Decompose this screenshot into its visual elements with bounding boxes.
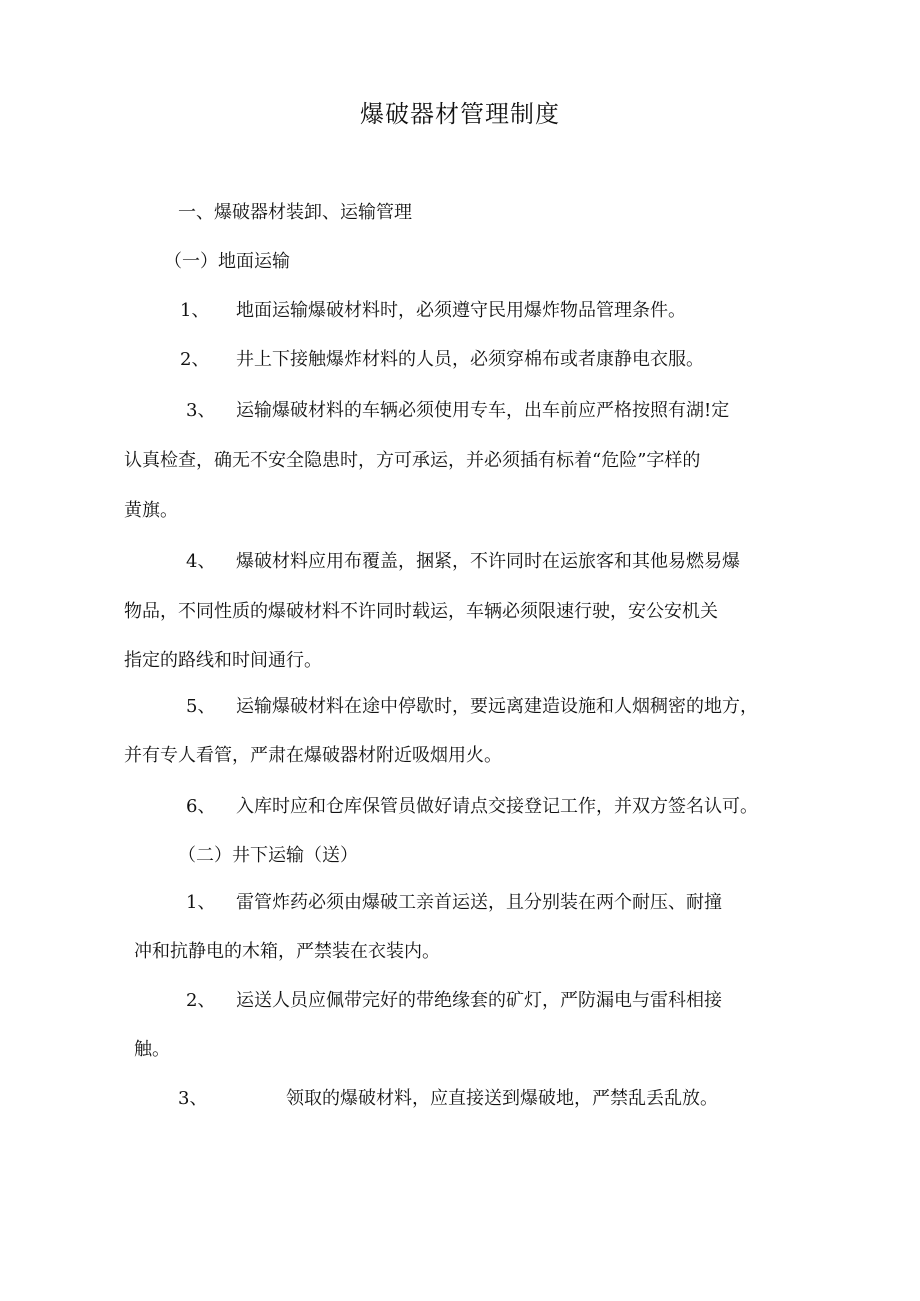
item-text: 物品，不同性质的爆破材料不许同时载运，车辆必须限速行驶，安公安机关: [124, 601, 718, 622]
item-number: 1、: [180, 300, 210, 321]
subsection-heading-ground: （一）地面运输: [164, 251, 290, 272]
item-text: 运输爆破材料的车辆必须使用专车，出车前应严格按照有湖!定: [236, 400, 730, 421]
item-text: 并有专人看管，严肃在爆破器材附近吸烟用火。: [124, 745, 502, 766]
document-title: 爆破器材管理制度: [360, 100, 560, 128]
item-number: 5、: [186, 696, 216, 717]
item-text: 运送人员应佩带完好的带绝缘套的矿灯，严防漏电与雷科相接: [236, 990, 722, 1011]
item-number: 2、: [180, 349, 210, 370]
subsection-heading-underground: （二）井下运输（送）: [178, 845, 358, 866]
item-text: 触。: [134, 1039, 170, 1060]
item-text: 指定的路线和时间通行。: [124, 650, 322, 671]
item-number: 2、: [186, 990, 216, 1011]
item-text: 黄旗。: [124, 500, 178, 521]
item-text: 地面运输爆破材料时，必须遵守民用爆炸物品管理条件。: [236, 300, 686, 321]
item-text: 井上下接触爆炸材料的人员，必须穿棉布或者康静电衣服。: [236, 349, 704, 370]
section-heading: 一、爆破器材装卸、运输管理: [178, 202, 412, 223]
item-number: 1、: [186, 892, 216, 913]
item-number: 6、: [186, 796, 216, 817]
item-text: 入库时应和仓库保管员做好请点交接登记工作，并双方签名认可。: [236, 796, 758, 817]
item-text: 爆破材料应用布覆盖，捆紧，不许同时在运旅客和其他易燃易爆: [236, 551, 740, 572]
item-text: 冲和抗静电的木箱，严禁装在衣装内。: [134, 941, 440, 962]
item-number: 3、: [186, 400, 216, 421]
item-text: 领取的爆破材料，应直接送到爆破地，严禁乱丢乱放。: [286, 1088, 718, 1109]
item-text: 认真检查，确无不安全隐患时，方可承运，并必须插有标着“危险”字样的: [124, 450, 701, 471]
item-text: 雷管炸药必须由爆破工亲首运送，且分别装在两个耐压、耐撞: [236, 892, 722, 913]
item-number: 4、: [186, 551, 216, 572]
item-number: 3、: [178, 1088, 208, 1109]
item-text: 运输爆破材料在途中停歇时，要远离建造设施和人烟稠密的地方，: [236, 696, 758, 717]
